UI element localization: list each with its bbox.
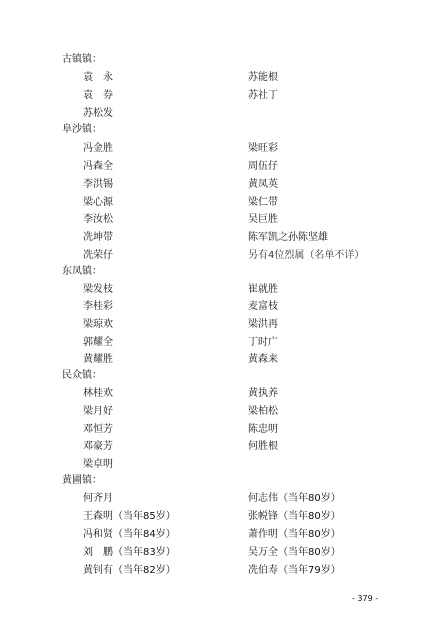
name-left: 冼荣仔 [83,250,113,261]
town-heading: 民众镇： [62,370,102,381]
name-left: 冼坤带 [83,232,113,243]
page-number: - 379 - [352,594,379,603]
name-right: 陈忠明 [248,424,278,435]
name-left: 黄钊有（当年82岁） [83,565,176,576]
name-right: 何志伟（当年80岁） [248,493,341,504]
name-right: 黄森来 [248,354,278,365]
name-row [0,316,443,334]
name-row [0,140,443,158]
town-heading: 东凤镇： [62,266,102,277]
name-left: 冯金胜 [83,143,113,154]
name-row [0,176,443,194]
name-row [0,229,443,247]
town-heading: 阜沙镇： [62,124,102,135]
name-right: 周伍仔 [248,161,278,172]
name-left: 王森明（当年85岁） [83,511,176,522]
name-right: 梁旺彩 [248,143,278,154]
name-left: 何齐月 [83,493,113,504]
name-right: 丁时广 [248,337,278,348]
name-left: 黄耀胜 [83,354,113,365]
name-right: 吴巨胜 [248,214,278,225]
name-right: 张帨锋（当年80岁） [248,511,341,522]
name-left: 梁发枝 [83,284,113,295]
name-left: 邓恒芳 [83,424,113,435]
name-left: 冯和贤（当年84岁） [83,529,176,540]
name-row [0,298,443,316]
name-right: 梁洪再 [248,319,278,330]
name-row [0,334,443,352]
name-left: 林桂欢 [83,388,113,399]
name-left: 袁 永 [83,72,113,83]
name-row [0,87,443,105]
name-row [0,281,443,299]
name-right: 冼伯寿（当年79岁） [248,565,341,576]
name-row [0,158,443,176]
name-left: 邓豪芳 [83,441,113,452]
name-row [0,69,443,87]
town-heading: 古镇镇： [62,54,102,65]
name-left: 梁月好 [83,406,113,417]
name-right: 苏能根 [248,72,278,83]
name-left: 刘 鹏（当年83岁） [83,547,176,558]
name-row [0,526,443,544]
name-left: 冯森全 [83,161,113,172]
name-row [0,211,443,229]
name-left: 郭耀全 [83,337,113,348]
name-left: 李洪锡 [83,179,113,190]
name-left: 袁 券 [83,90,113,101]
name-row [0,403,443,421]
name-row [0,562,443,580]
name-right: 吴万全（当年80岁） [248,547,341,558]
name-right: 黄执养 [248,388,278,399]
name-left: 李桂彩 [83,301,113,312]
name-left: 苏松发 [83,108,113,119]
name-row [0,194,443,212]
name-right: 黄凤英 [248,179,278,190]
name-right: 梁仁带 [248,197,278,208]
name-row [0,490,443,508]
name-row [0,421,443,439]
name-right: 另有4位烈属（名单不详） [248,250,365,261]
name-right: 梁柏松 [248,406,278,417]
name-row [0,544,443,562]
name-right: 陈军凯之孙陈坚雄 [248,232,328,243]
name-row [0,438,443,456]
name-row [0,508,443,526]
name-right: 麦富枝 [248,301,278,312]
name-right: 萧作明（当年80岁） [248,529,341,540]
name-left: 梁卓明 [83,459,113,470]
name-left: 梁心源 [83,197,113,208]
name-row [0,385,443,403]
name-left: 李汝松 [83,214,113,225]
name-right: 苏社丁 [248,90,278,101]
name-right: 何胜根 [248,441,278,452]
name-right: 崔就胜 [248,284,278,295]
name-left: 梁琼欢 [83,319,113,330]
town-heading: 黄圃镇： [62,475,102,486]
